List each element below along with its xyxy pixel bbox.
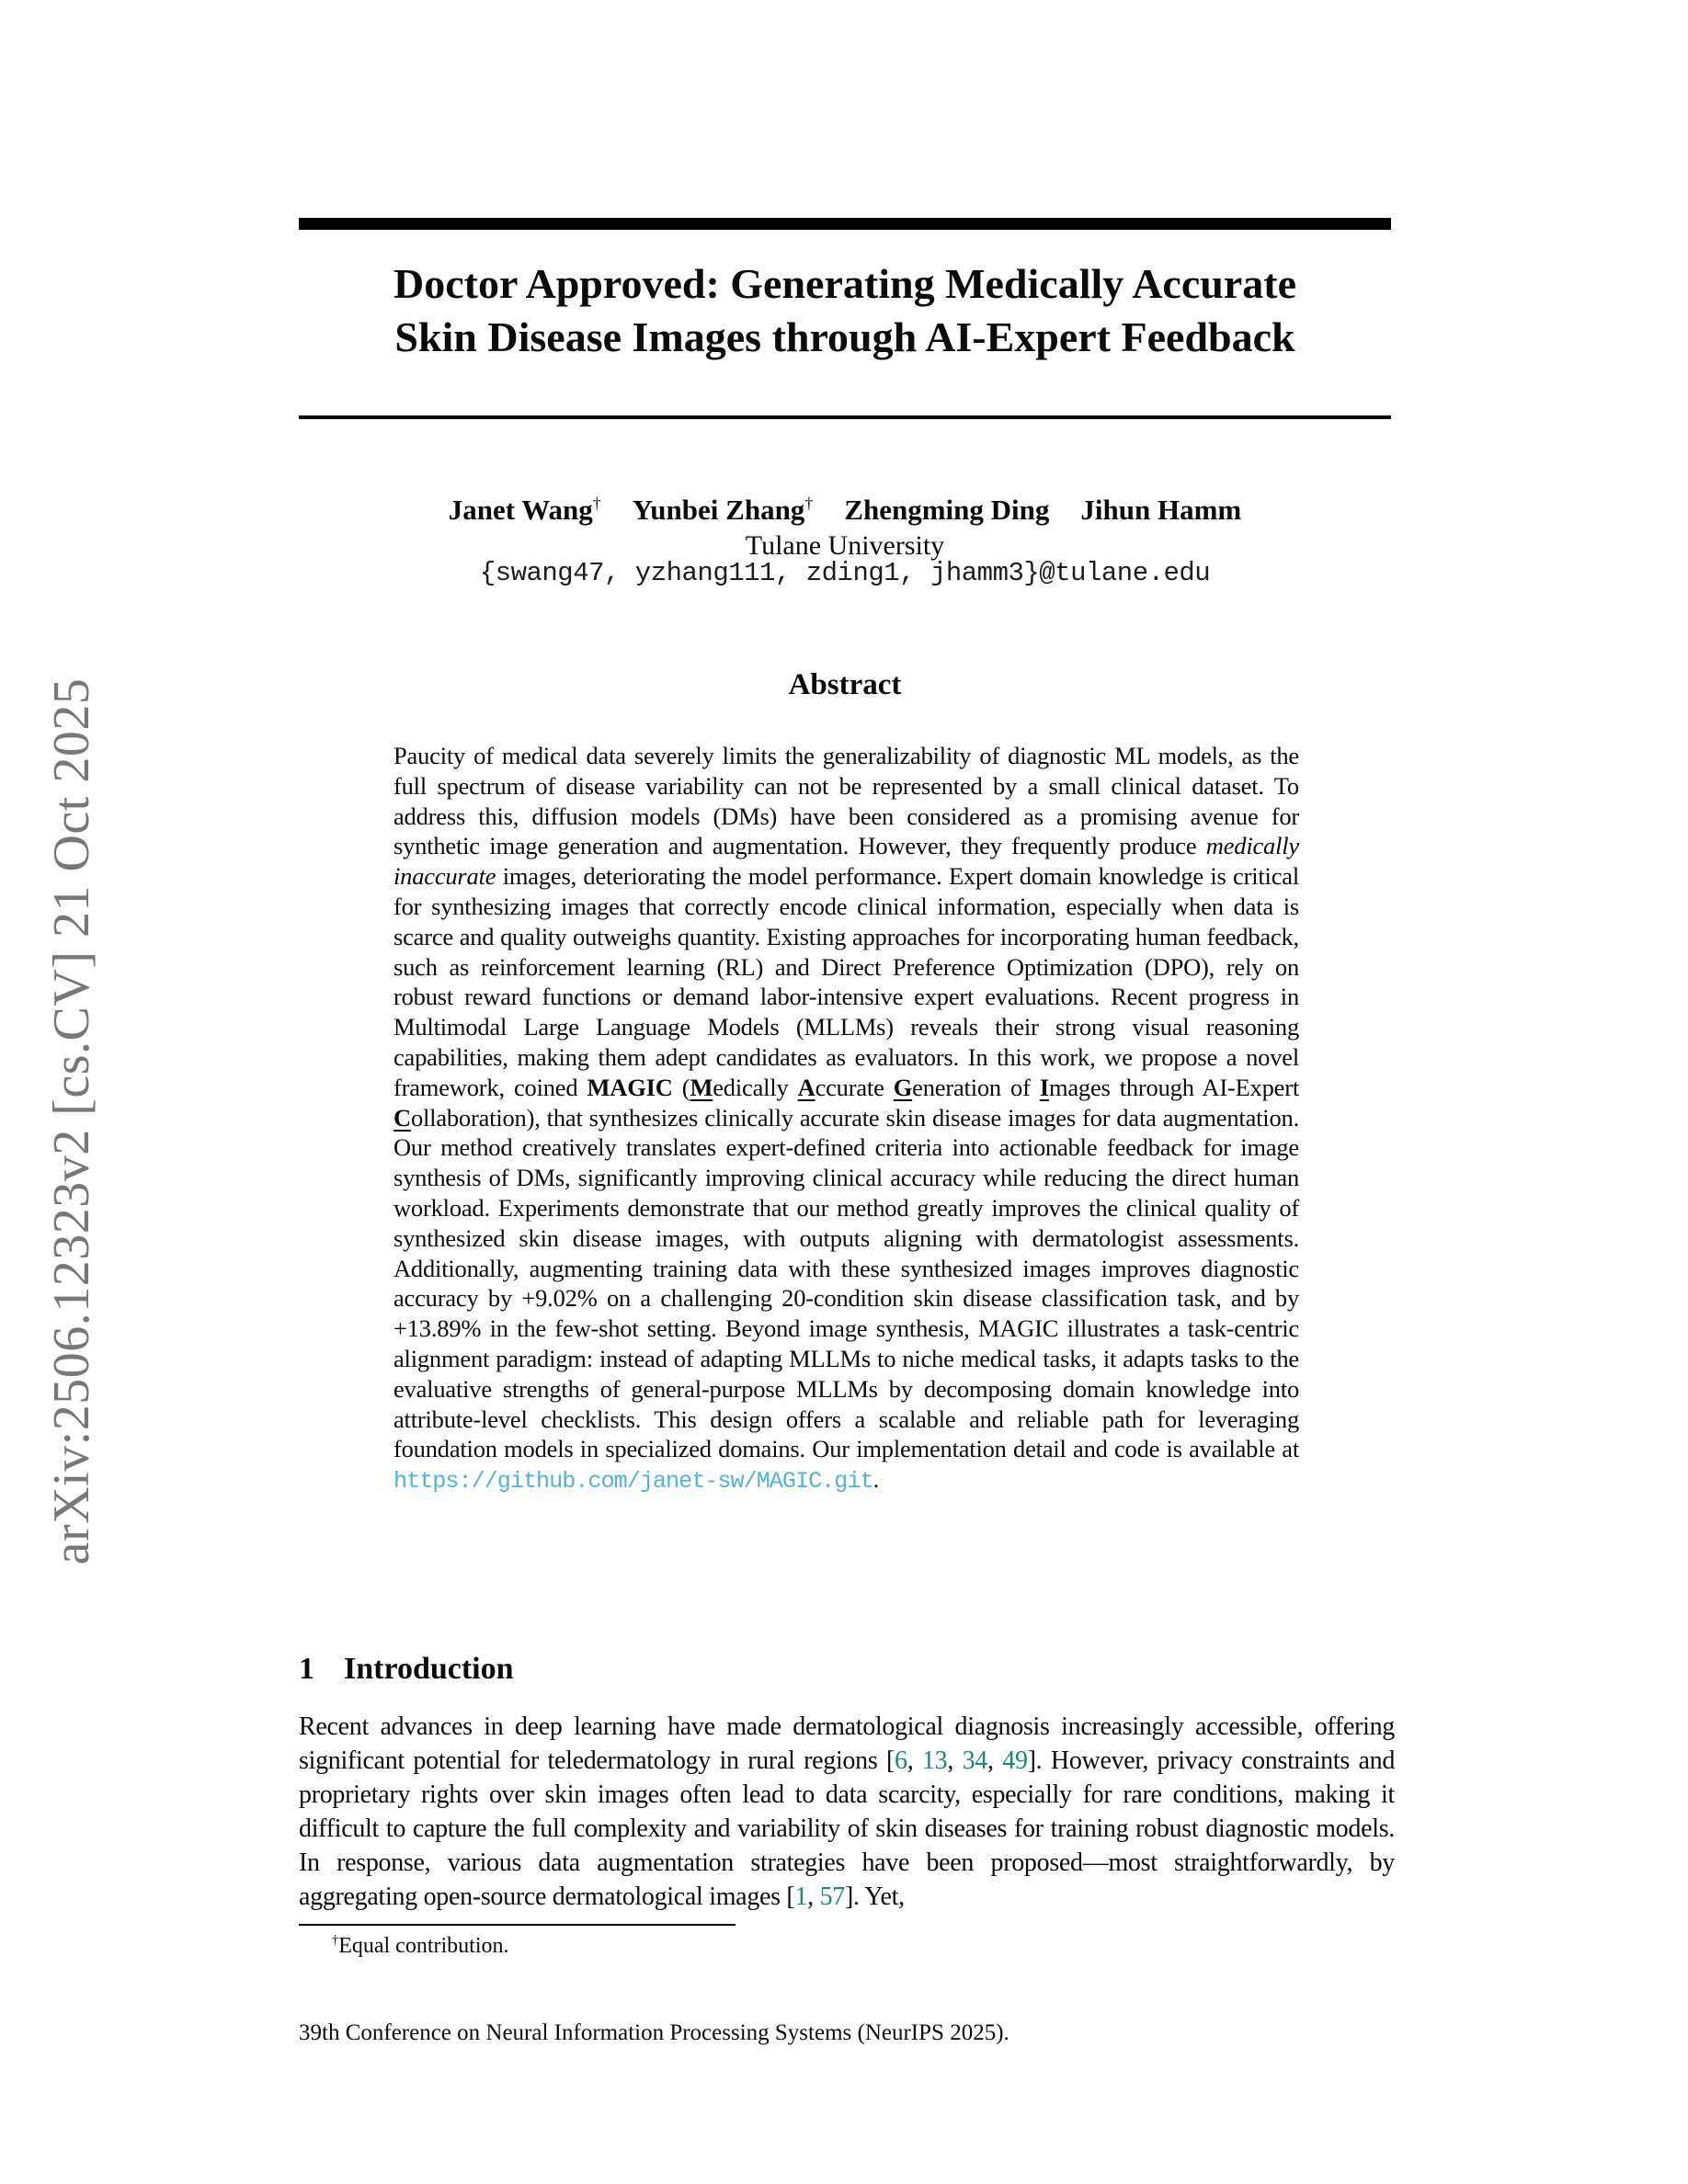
conference-footer: 39th Conference on Neural Information Processing Systems (NeurIPS 2025). xyxy=(299,2020,1009,2045)
text-run: Recent advances in deep learning have made dermatological diagnosis increasingly accessible, offering significant potential for teledermatology in rural regions [ xyxy=(299,1712,1395,1775)
author-name-text: Zhengming Ding xyxy=(844,494,1050,526)
author-mark: † xyxy=(804,494,814,513)
text-run: , xyxy=(947,1746,963,1775)
citation-ref-49[interactable]: 49 xyxy=(1002,1746,1028,1775)
footnote-text: Equal contribution. xyxy=(338,1934,509,1958)
footnote-marker: † xyxy=(332,1933,339,1948)
text-run: , xyxy=(907,1746,922,1775)
affiliation: Tulane University xyxy=(745,530,945,561)
text-run: images, deteriorating the model performance. Expert domain knowledge is critical for synthesizing images that correctly encode clinical information, especially when data is scarce and quality outweighs quantity. Existing approaches for incorporating human feedback, such as reinforcement learning (RL) and Direct Preference Optimization (DPO), rely on robust reward functions or demand labor-intensive expert evaluations. Recent progress in Multimodal Large Language Models (MLLMs) reveals their strong visual reasoning capabilities, making them adept candidates as evaluators. In this work, we propose a novel framework, coined xyxy=(393,862,1299,1101)
author-name xyxy=(633,494,814,526)
text-run: Paucity of medical data severely limits the generalizability of diagnostic ML models, as the full spectrum of disease variability can not be represented by a small clinical dataset. To address this, diffusion models (DMs) have been considered as a promising avenue for synthetic image generation and augmentation. However, they frequently produce xyxy=(393,742,1299,860)
citation-ref-34[interactable]: 34 xyxy=(962,1746,987,1775)
text-run: , xyxy=(987,1746,1003,1775)
section-title: Introduction xyxy=(344,1652,514,1686)
author-name xyxy=(1080,494,1241,526)
text-run: ]. However, privacy constraints and proprietary rights over skin images often lead to data scarcity, especially for rare conditions, making it difficult to capture the full complexity and variability of skin diseases for training robust diagnostic models. In response, various data augmentation strategies have been proposed—most straightforwardly, by aggregating open-source dermatological images [ xyxy=(299,1746,1396,1911)
abstract-text xyxy=(393,741,1299,1497)
arxiv-watermark: arXiv:2506.12323v2 [cs.CV] 21 Oct 2025 xyxy=(43,677,100,1565)
citation-ref-1[interactable]: 1 xyxy=(794,1883,808,1911)
text-run: G xyxy=(893,1073,913,1101)
text-run: . xyxy=(873,1465,879,1494)
text-run: ( xyxy=(672,1073,690,1101)
text-run: edically xyxy=(713,1073,798,1101)
text-run: ccurate xyxy=(815,1073,894,1101)
text-run: I xyxy=(1039,1073,1049,1101)
citation-ref-57[interactable]: 57 xyxy=(819,1883,845,1911)
text-run: eneration of xyxy=(912,1073,1040,1101)
text-run: M xyxy=(690,1073,713,1101)
author-name xyxy=(449,494,601,526)
title-line-2: Skin Disease Images through AI-Expert Feedback xyxy=(394,313,1295,360)
github-repo-link[interactable]: https://github.com/janet-sw/MAGIC.git xyxy=(393,1468,873,1496)
text-run: MAGIC xyxy=(587,1073,673,1101)
footnote-rule xyxy=(299,1924,736,1926)
text-run: ollaboration), that synthesizes clinically accurate skin disease images for data augmentation. Our method creatively translates expert-defined criteria into actionable feedback for image synthesis of DMs, significantly improving clinical accuracy while reducing the direct human workload. Experiments demonstrate that our method greatly improves the clinical quality of synthesized skin disease images, with outputs aligning with dermatologist assessments. Additionally, augmenting training data with these synthesized images improves diagnostic accuracy by +9.02% on a challenging 20-condition skin disease classification task, and by +13.89% in the few-shot setting. Beyond image synthesis, MAGIC illustrates a task-centric alignment paradigm: instead of adapting MLLMs to niche medical tasks, it adapts tasks to the evaluative strengths of general-purpose MLLMs by decomposing domain knowledge into attribute-level checklists. This design offers a scalable and reliable path for leveraging foundation models in specialized domains. Our implementation detail and code is available at xyxy=(393,1103,1299,1463)
author-list xyxy=(299,494,1391,527)
abstract-heading: Abstract xyxy=(788,668,902,701)
text-run: ]. Yet, xyxy=(844,1883,905,1911)
author-mark: † xyxy=(592,494,601,513)
author-name-text: Janet Wang xyxy=(448,494,593,526)
text-run: medically inaccurate xyxy=(393,832,1299,891)
text-run: C xyxy=(393,1103,411,1132)
title-rule-bottom xyxy=(299,415,1391,419)
title-rule-top xyxy=(299,218,1391,230)
citation-ref-13[interactable]: 13 xyxy=(921,1746,948,1775)
author-name-text: Jihun Hamm xyxy=(1080,494,1242,526)
introduction-paragraph xyxy=(299,1710,1395,1914)
author-name-text: Yunbei Zhang xyxy=(632,494,805,526)
text-run: A xyxy=(797,1073,815,1101)
paper-title xyxy=(299,257,1391,364)
section-number: 1 xyxy=(299,1652,314,1686)
author-emails: {swang47, yzhang111, zding1, jhamm3}@tulane.edu xyxy=(479,558,1211,588)
citation-ref-6[interactable]: 6 xyxy=(894,1746,907,1775)
section-heading-introduction xyxy=(299,1652,1391,1687)
author-name xyxy=(844,494,1049,526)
text-run: , xyxy=(807,1883,820,1911)
footnote xyxy=(299,1933,1391,1959)
text-run: mages through AI-Expert xyxy=(1048,1073,1300,1101)
title-line-1: Doctor Approved: Generating Medically Accurate xyxy=(393,260,1296,307)
